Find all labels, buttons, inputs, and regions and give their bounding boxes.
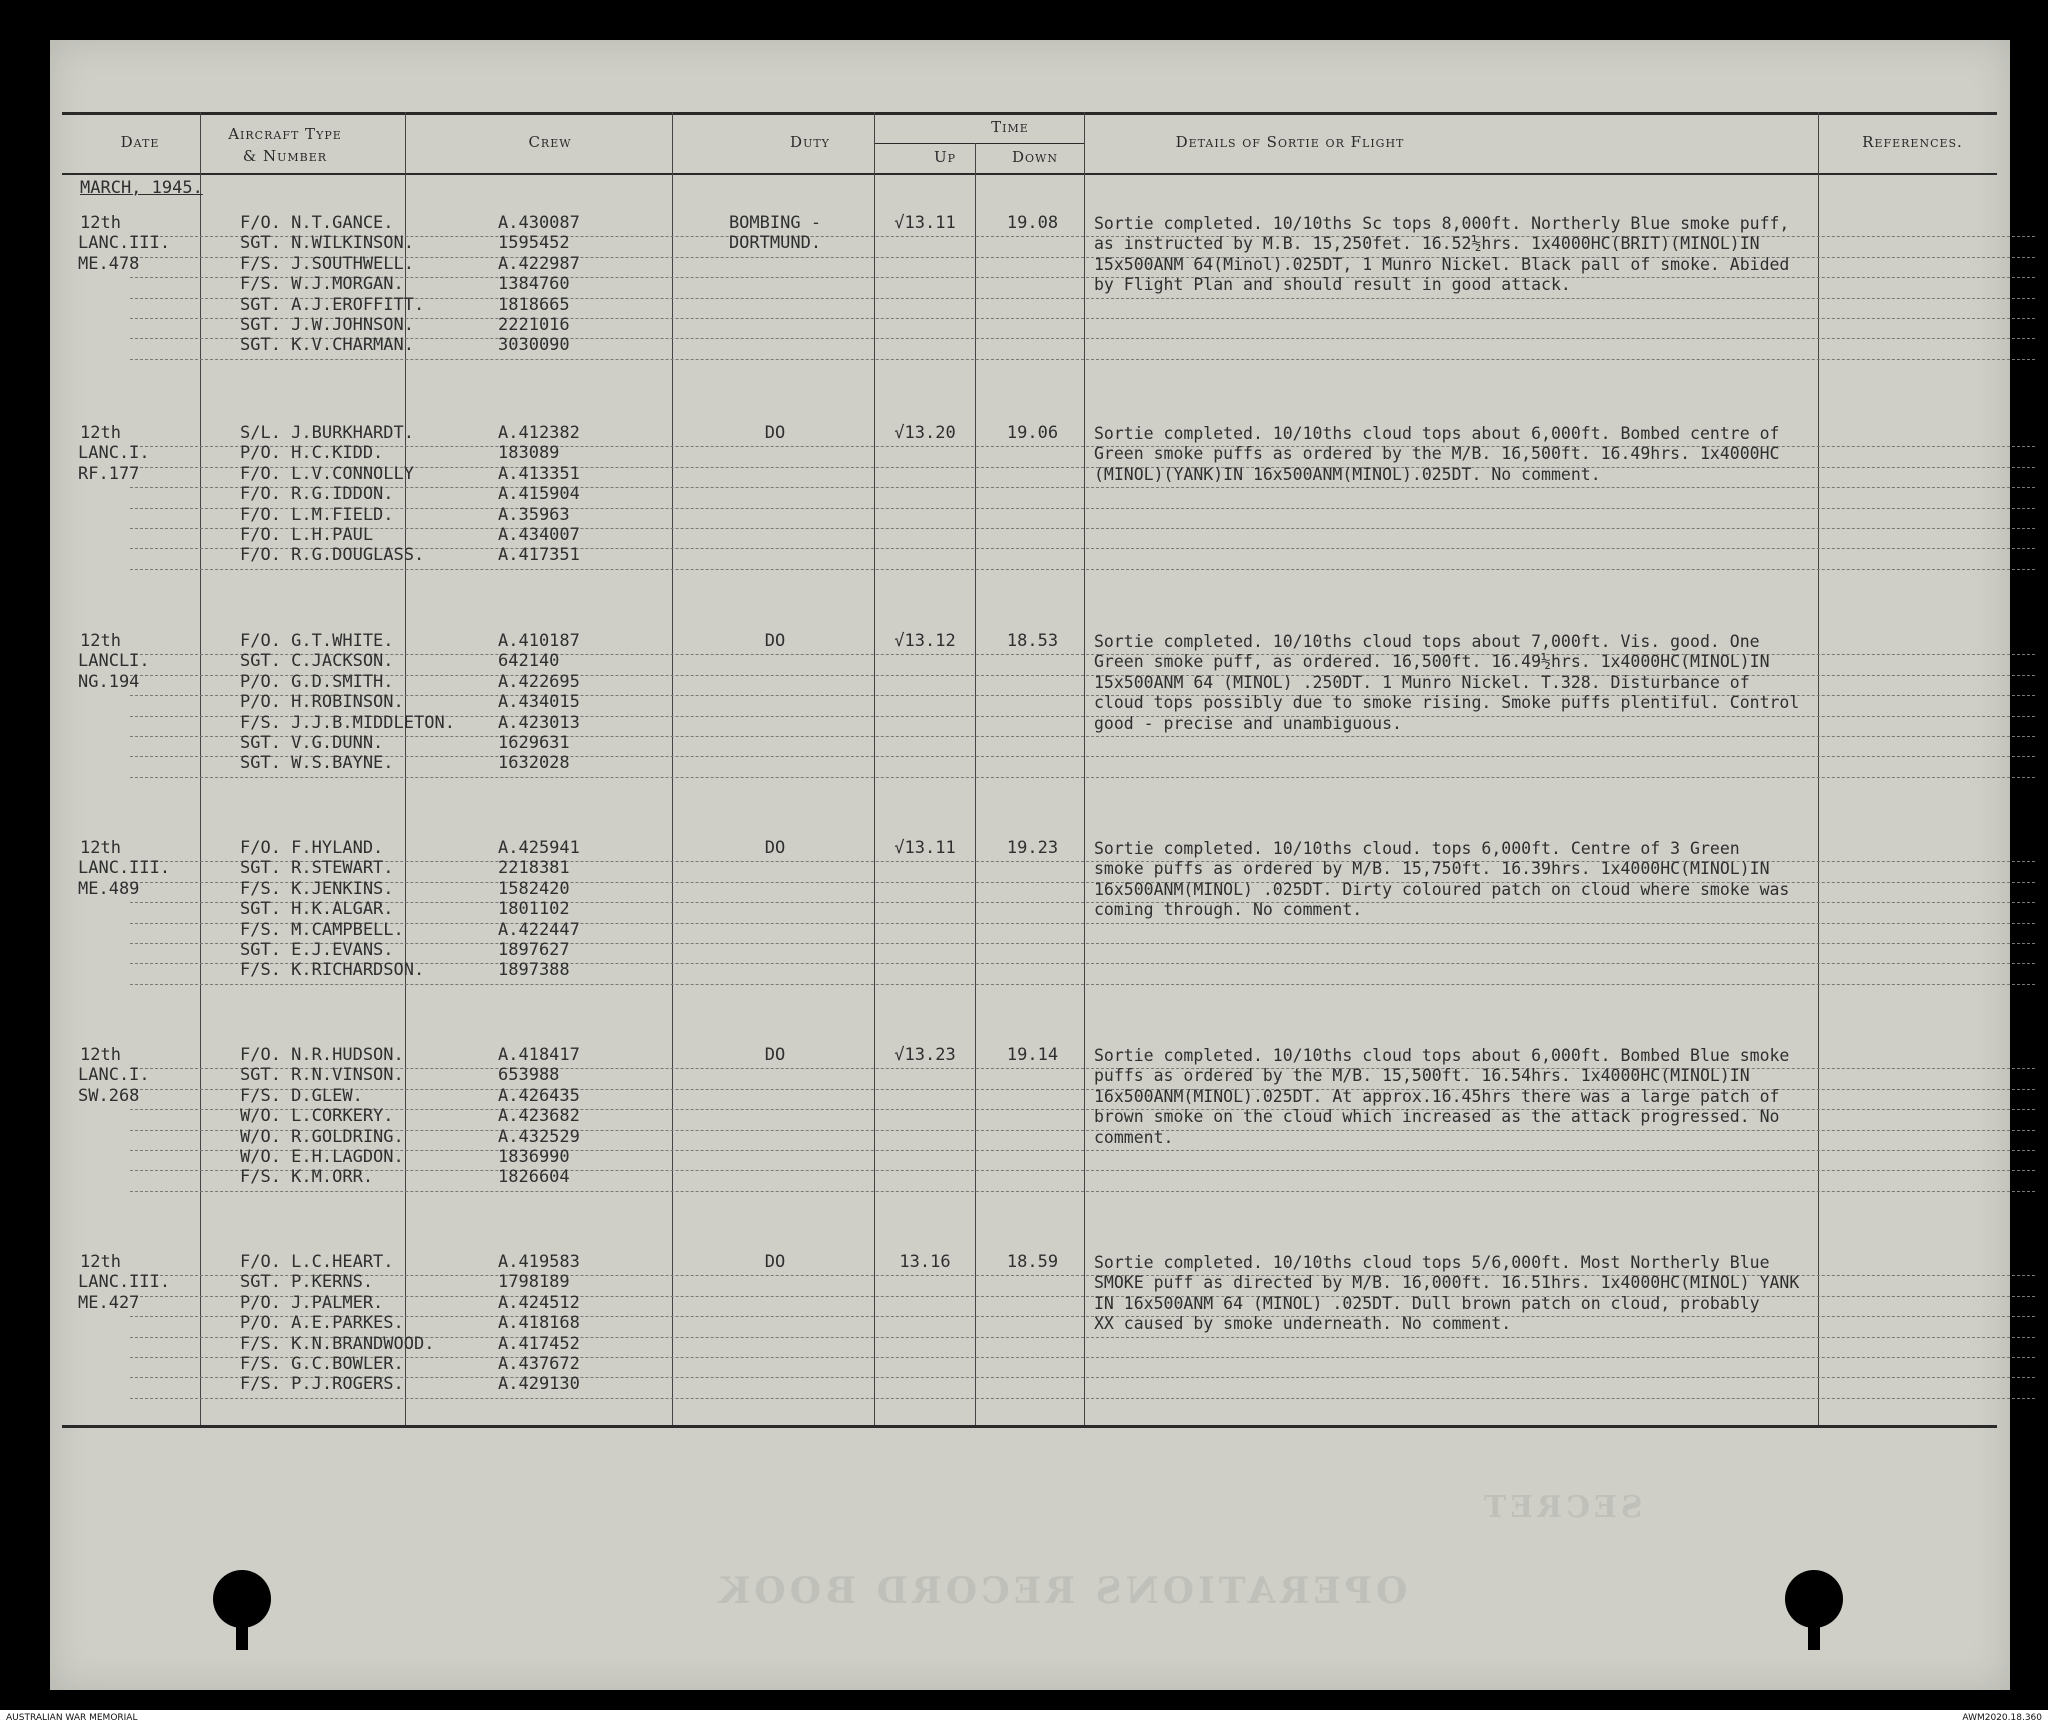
ruled-line [130,1357,2035,1358]
service-number: A.422987 [498,253,580,274]
crew-name: F/O. L.H.PAUL [240,525,374,545]
service-number: A.35963 [498,504,570,525]
ruled-line [130,1377,2035,1378]
service-number: A.434015 [498,692,580,713]
binder-slot-left [236,1610,248,1650]
details-line: Green smoke puffs as ordered by the M/B. 16,500ft. 16.49hrs. 1x4000HC [1094,444,1780,464]
column-rule [975,143,976,1425]
service-number: A.429130 [498,1374,580,1395]
crew-name: F/S. J.J.B.MIDDLETON. [240,712,455,733]
crew-name: SGT. A.J.EROFFITT. [240,294,425,315]
header-crew: Crew [528,133,572,151]
column-rule [200,112,201,1425]
details-line: SMOKE puff as directed by M/B. 16,000ft. 16.51hrs. 1x4000HC(MINOL) YANK [1094,1273,1800,1293]
crew-name: W/O. L.CORKERY. [240,1106,394,1127]
details-line: 15x500ANM 64(Minol).025DT, 1 Munro Nickel. Black pall of smoke. Abided [1094,254,1790,274]
header-date: Date [120,133,160,151]
header-details: Details of Sortie or Flight [1175,133,1405,151]
ruled-line [130,338,2035,339]
crew-name: SGT. J.W.JOHNSON. [240,315,414,335]
details-line: Sortie completed. 10/10ths cloud tops about 7,000ft. Vis. good. One [1094,632,1760,651]
service-number: 3030090 [498,335,570,356]
crew-name: F/O. R.G.IDDON. [240,484,394,505]
details-line: comment. [1094,1127,1174,1147]
header-time-up: Up [933,148,957,166]
service-number: A.430087 [498,213,580,233]
details-line: smoke puffs as ordered by M/B. 15,750ft. 16.39hrs. 1x4000HC(MINOL)IN [1094,859,1770,879]
aircraft-line: ME.478 [78,253,140,274]
record-sheet [50,40,2010,1690]
ruled-line [130,528,2035,529]
crew-name: P/O. A.E.PARKES. [240,1313,404,1334]
crew-name: SGT. C.JACKSON. [240,651,394,672]
crew-name: F/S. K.RICHARDSON. [240,960,425,981]
service-number: A.424512 [498,1292,580,1313]
service-number: 1595452 [498,233,570,254]
details-line: coming through. No comment. [1094,900,1363,920]
aircraft-line: LANC.III. [78,1272,171,1293]
crew-name: SGT. H.K.ALGAR. [240,899,394,920]
service-number: A.418168 [498,1313,580,1334]
crew-name: SGT. V.G.DUNN. [240,733,384,753]
service-number: 183089 [498,443,560,464]
service-number: A.419583 [498,1252,580,1272]
details-line: Sortie completed. 10/10ths cloud. tops 6,000ft. Centre of 3 Green [1094,839,1740,858]
crew-name: F/O. G.T.WHITE. [240,631,394,651]
service-number: 1826604 [498,1167,570,1188]
column-rule [874,112,875,1425]
service-number: 2221016 [498,315,570,335]
aircraft-line: NG.194 [78,671,140,692]
duty-line: DORTMUND. [728,233,822,254]
service-number: 2218381 [498,858,570,879]
crew-name: SGT. W.S.BAYNE. [240,753,394,774]
ruled-line [130,277,2035,278]
crew-name: F/O. N.T.GANCE. [240,213,394,233]
duty-line: DO [764,1252,786,1272]
month-label: MARCH, 1945. [80,178,203,198]
details-line: puffs as ordered by the M/B. 15,500ft. 16.54hrs. 1x4000HC(MINOL)IN [1094,1066,1750,1086]
crew-name: S/L. J.BURKHARDT. [240,423,414,443]
ruled-line [130,467,2035,468]
ruled-line [130,508,2035,509]
header-bottom-rule [62,173,1997,175]
ruled-line [130,756,2035,757]
crew-name: F/S. K.M.ORR. [240,1167,374,1188]
time-up: √13.11 [894,838,956,858]
header-duty: Duty [790,133,830,151]
details-line: 16x500ANM(MINOL).025DT. At approx.16.45hrs there was a large patch of [1094,1086,1780,1106]
ruled-line [130,1191,2035,1192]
service-number: A.422695 [498,671,580,692]
service-number: A.418417 [498,1045,580,1065]
footer-left: AUSTRALIAN WAR MEMORIAL [6,1713,138,1723]
service-number: 1632028 [498,753,570,774]
duty-line: DO [764,423,786,443]
crew-name: W/O. R.GOLDRING. [240,1126,404,1147]
bleed-through-secret: SECRET [1480,1490,1643,1525]
binder-slot-right [1808,1610,1820,1650]
crew-name: SGT. P.KERNS. [240,1272,374,1293]
column-rule [1818,112,1819,1425]
ruled-line [130,359,2035,360]
entry-date: 12th [80,423,121,443]
ruled-line [130,487,2035,488]
service-number: 1897388 [498,960,570,981]
time-up: √13.12 [894,631,956,651]
service-number: A.415904 [498,484,580,505]
details-line: IN 16x500ANM 64 (MINOL) .025DT. Dull brown patch on cloud, probably [1094,1293,1760,1313]
header-time: Time [991,118,1029,136]
crew-name: F/O. F.HYLAND. [240,838,384,858]
ruled-line [130,1316,2035,1317]
crew-name: SGT. R.N.VINSON. [240,1065,404,1086]
duty-line: DO [764,1045,786,1065]
bleed-through-title: OPERATIONS RECORD BOOK [715,1570,1408,1612]
aircraft-line: SW.268 [78,1085,140,1106]
ruled-line [130,984,2035,985]
ruled-line [130,902,2035,903]
time-down: 19.06 [1006,423,1059,443]
details-line: by Flight Plan and should result in good attack. [1094,275,1571,295]
time-up: √13.20 [894,423,956,443]
crew-name: W/O. E.H.LAGDON. [240,1147,404,1167]
ruled-line [130,318,2035,319]
crew-name: F/O. L.V.CONNOLLY [240,463,414,484]
ruled-line [130,1398,2035,1399]
service-number: 1582420 [498,878,570,899]
crew-name: P/O. H.ROBINSON. [240,692,404,713]
duty-line: DO [764,838,786,858]
entry-date: 12th [80,213,121,233]
duty-line: DO [764,631,786,651]
table-bottom-rule [62,1425,1997,1428]
crew-name: F/S. P.J.ROGERS. [240,1374,404,1395]
crew-name: F/S. W.J.MORGAN. [240,274,404,295]
ruled-line [130,1130,2035,1131]
details-line: XX caused by smoke underneath. No comment. [1094,1314,1512,1334]
ruled-line [130,569,2035,570]
ruled-line [130,943,2035,944]
duty-line: BOMBING - [728,213,822,233]
crew-name: F/S. J.SOUTHWELL. [240,253,414,274]
time-split-rule [874,143,1084,144]
crew-name: SGT. N.WILKINSON. [240,233,414,254]
crew-name: SGT. R.STEWART. [240,858,394,879]
column-rule [672,112,673,1425]
crew-name: F/S. K.JENKINS. [240,878,394,899]
service-number: 1897627 [498,940,570,960]
service-number: A.422447 [498,919,580,940]
crew-name: SGT. K.V.CHARMAN. [240,335,414,356]
service-number: 1836990 [498,1147,570,1167]
ruled-line [130,1170,2035,1171]
time-down: 18.59 [1006,1252,1059,1272]
table-top-rule [62,112,1997,115]
service-number: 653988 [498,1065,560,1086]
aircraft-line: LANC.I. [78,1065,150,1086]
service-number: A.423013 [498,712,580,733]
service-number: A.432529 [498,1126,580,1147]
details-line: 15x500ANM 64 (MINOL) .250DT. 1 Munro Nickel. T.328. Disturbance of [1094,672,1750,692]
column-rule [1084,112,1085,1425]
service-number: A.410187 [498,631,580,651]
time-down: 19.23 [1006,838,1059,858]
ruled-line [130,1150,2035,1151]
header-aircraft: Aircraft Type & Number [228,125,342,165]
details-line: Sortie completed. 10/10ths cloud tops 5/6,000ft. Most Northerly Blue [1094,1253,1770,1272]
details-line: as instructed by M.B. 15,250fet. 16.52½hrs. 1x4000HC(BRIT)(MINOL)IN [1094,234,1760,254]
service-number: A.437672 [498,1354,580,1374]
aircraft-line: LANC.III. [78,233,171,254]
service-number: 642140 [498,651,560,672]
service-number: 1801102 [498,899,570,920]
service-number: A.425941 [498,838,580,858]
aircraft-line: ME.489 [78,878,140,899]
aircraft-line: LANC.III. [78,858,171,879]
header-time-down: Down [1012,148,1058,166]
entry-date: 12th [80,631,121,651]
time-down: 19.08 [1006,213,1059,233]
details-line: cloud tops possibly due to smoke rising. Smoke puffs plentiful. Control [1094,693,1800,713]
crew-name: SGT. E.J.EVANS. [240,940,394,960]
time-down: 19.14 [1006,1045,1059,1065]
entry-date: 12th [80,1252,121,1272]
ruled-line [130,736,2035,737]
service-number: 1798189 [498,1272,570,1293]
time-down: 18.53 [1006,631,1059,651]
service-number: 1384760 [498,274,570,295]
service-number: A.417452 [498,1333,580,1354]
details-line: Green smoke puff, as ordered. 16,500ft. 16.49½hrs. 1x4000HC(MINOL)IN [1094,652,1770,672]
service-number: A.426435 [498,1085,580,1106]
ruled-line [130,923,2035,924]
details-line: (MINOL)(YANK)IN 16x500ANM(MINOL).025DT. No comment. [1094,464,1601,484]
details-line: Sortie completed. 10/10ths cloud tops about 6,000ft. Bombed centre of [1094,424,1780,443]
details-line: 16x500ANM(MINOL) .025DT. Dirty coloured patch on cloud where smoke was [1094,879,1790,899]
crew-name: F/S. K.N.BRANDWOOD. [240,1333,435,1354]
crew-name: P/O. J.PALMER. [240,1292,384,1313]
aircraft-line: LANCLI. [78,651,150,672]
aircraft-line: RF.177 [78,463,140,484]
crew-name: F/S. G.C.BOWLER. [240,1354,404,1374]
crew-name: F/S. D.GLEW. [240,1085,363,1106]
service-number: 1629631 [498,733,570,753]
details-line: Sortie completed. 10/10ths cloud tops about 6,000ft. Bombed Blue smoke [1094,1046,1790,1065]
entry-date: 12th [80,1045,121,1065]
crew-name: F/O. L.M.FIELD. [240,504,394,525]
service-number: A.423682 [498,1106,580,1127]
time-up: √13.23 [894,1045,956,1065]
details-line: brown smoke on the cloud which increased as the attack progressed. No [1094,1107,1780,1127]
crew-name: F/O. L.C.HEART. [240,1252,394,1272]
ruled-line [130,777,2035,778]
crew-name: F/S. M.CAMPBELL. [240,919,404,940]
details-line: good - precise and unambiguous. [1094,713,1402,733]
header-references: References. [1862,133,1963,151]
service-number: A.413351 [498,463,580,484]
details-line: Sortie completed. 10/10ths Sc tops 8,000ft. Northerly Blue smoke puff, [1094,214,1790,233]
service-number: 1818665 [498,294,570,315]
crew-name: P/O. G.D.SMITH. [240,671,394,692]
entry-date: 12th [80,838,121,858]
crew-name: F/O. R.G.DOUGLASS. [240,545,425,566]
time-up: 13.16 [899,1252,951,1272]
aircraft-line: ME.427 [78,1292,140,1313]
time-up: √13.11 [894,213,956,233]
aircraft-line: LANC.I. [78,443,150,464]
service-number: A.412382 [498,423,580,443]
service-number: A.417351 [498,545,580,566]
service-number: A.434007 [498,525,580,545]
crew-name: P/O. H.C.KIDD. [240,443,384,464]
footer-right: AWM2020.18.360 [1962,1713,2042,1723]
crew-name: F/O. N.R.HUDSON. [240,1045,404,1065]
